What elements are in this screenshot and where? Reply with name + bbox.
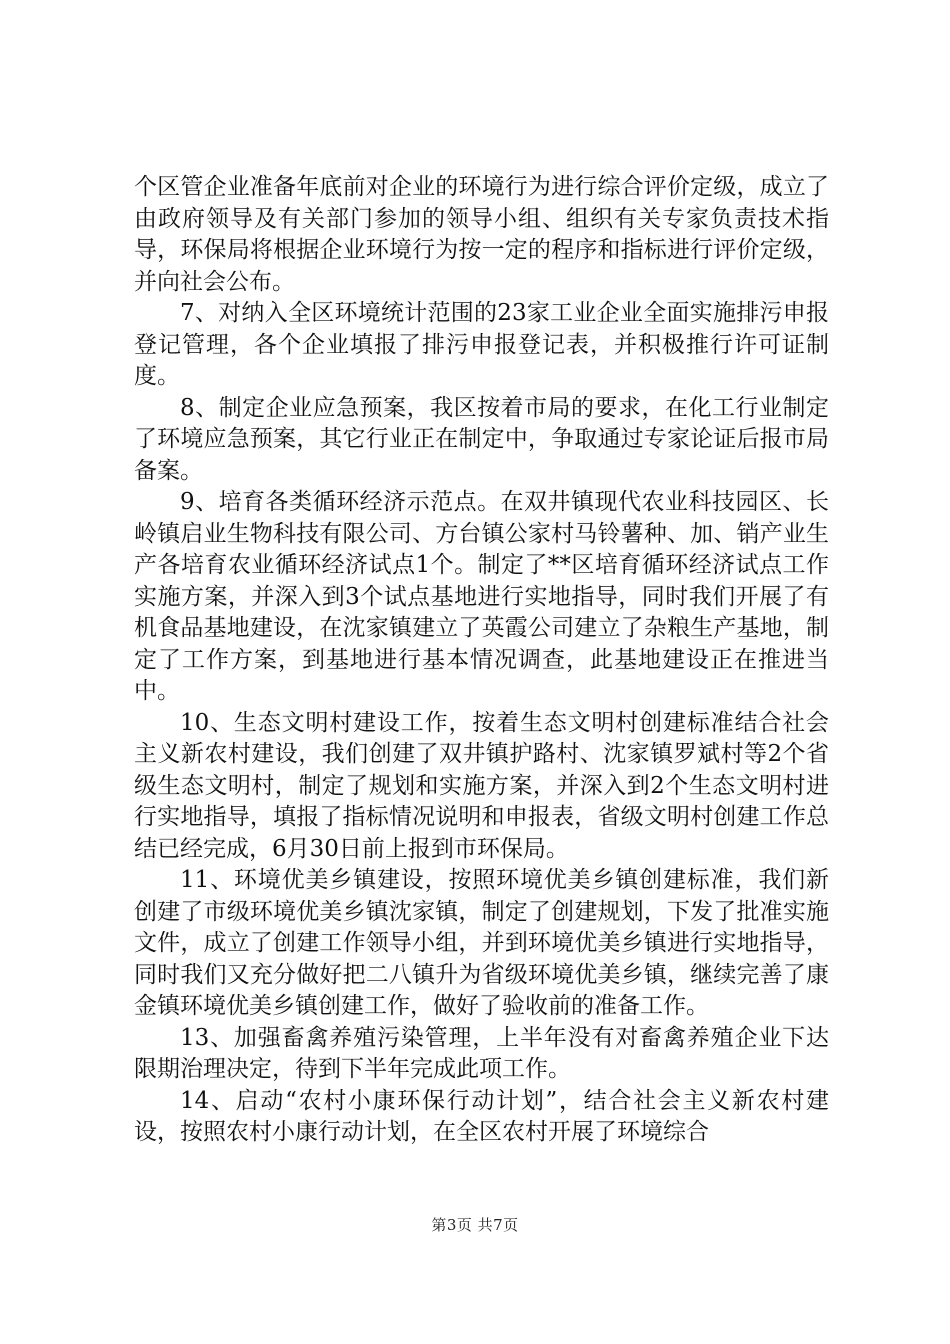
paragraph-item-13: 13、加强畜禽养殖污染管理，上半年没有对畜禽养殖企业下达限期治理决定，待到下半年完成此项工作。 — [134, 1024, 829, 1082]
paragraph-item-11: 11、环境优美乡镇建设，按照环境优美乡镇创建标准，我们新创建了市级环境优美乡镇沈家镇，制定了创建规划，下发了批准实施文件，成立了创建工作领导小组，并到环境优美乡镇进行实地指导，同时我们又充分做好把二八镇升为省级环境优美乡镇，继续完善了康金镇环境优美乡镇创建工作，做好了验收前的准备工作。 — [134, 867, 829, 1019]
paragraph-item-8: 8、制定企业应急预案，我区按着市局的要求，在化工行业制定了环境应急预案，其它行业正在制定中，争取通过专家论证后报市局备案。 — [134, 394, 829, 484]
page-number-footer: 第3页 共7页 — [431, 1216, 519, 1234]
document-body — [134, 172, 829, 1149]
paragraph-item-10: 10、生态文明村建设工作，按着生态文明村创建标准结合社会主义新农村建设，我们创建了双井镇护路村、沈家镇罗斌村等2个省级生态文明村，制定了规划和实施方案，并深入到2个生态文明村进行实地指导，填报了指标情况说明和申报表，省级文明村创建工作总结已经完成，6月30日前上报到市环保局。 — [134, 709, 829, 862]
paragraph-item-7: 7、对纳入全区环境统计范围的23家工业企业全面实施排污申报登记管理，各个企业填报了排污申报登记表，并积极推行许可证制度。 — [134, 300, 829, 389]
paragraph-item-9: 9、培育各类循环经济示范点。在双井镇现代农业科技园区、长岭镇启业生物科技有限公司、方台镇公家村马铃薯种、加、销产业生产各培育农业循环经济试点1个。制定了**区培育循环经济试点工作实施方案，并深入到3个试点基地进行实地指导，同时我们开展了有机食品基地建设，在沈家镇建立了英霞公司建立了杂粮生产基地，制定了工作方案，到基地进行基本情况调查，此基地建设正在推进当中。 — [134, 489, 829, 704]
paragraph-continuation: 个区管企业准备年底前对企业的环境行为进行综合评价定级，成立了由政府领导及有关部门参加的领导小组、组织有关专家负责技术指导，环保局将根据企业环境行为按一定的程序和指标进行评价定级，并向社会公布。 — [134, 174, 829, 295]
paragraph-item-14: 14、启动“农村小康环保行动计划”，结合社会主义新农村建设，按照农村小康行动计划，在全区农村开展了环境综合 — [134, 1087, 829, 1145]
